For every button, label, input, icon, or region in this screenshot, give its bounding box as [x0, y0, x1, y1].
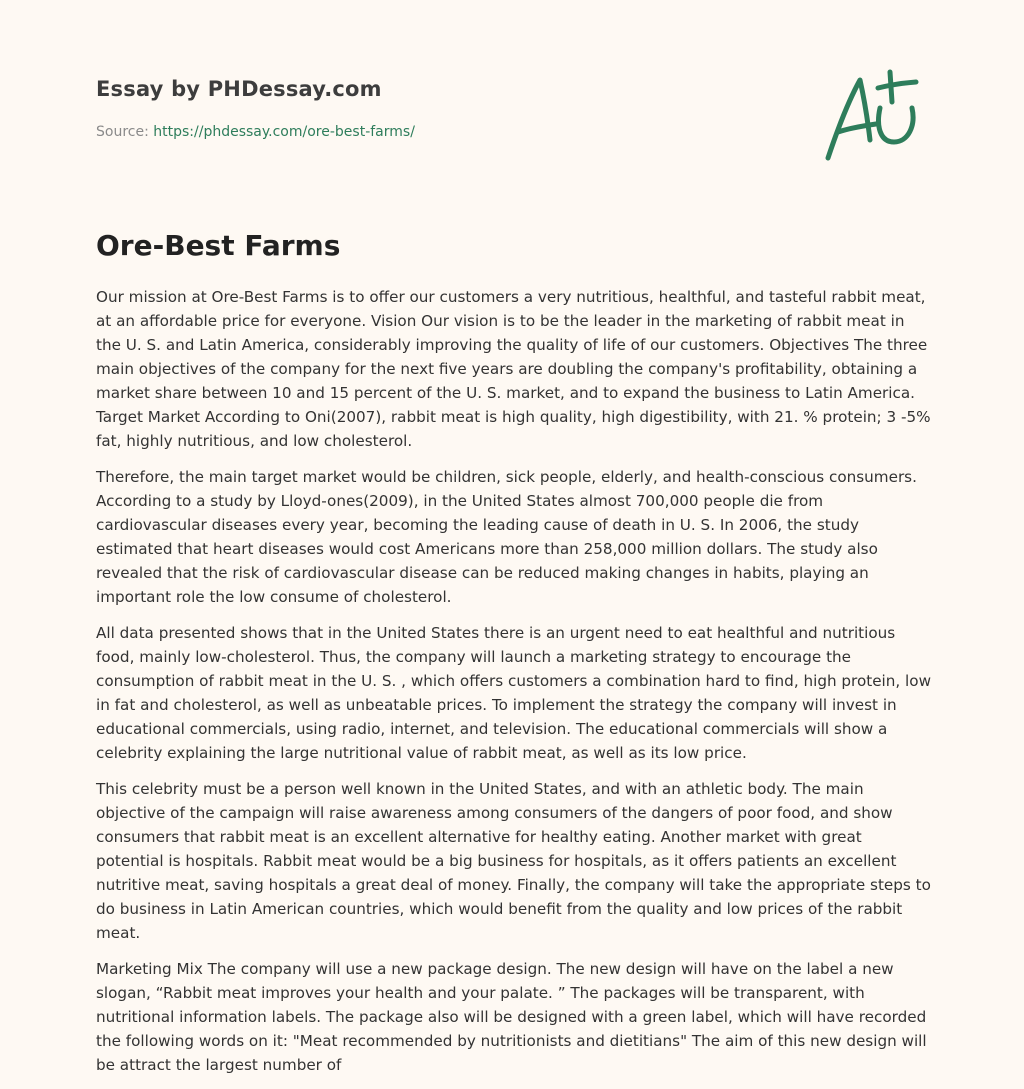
- source-label: Source:: [96, 124, 154, 140]
- essay-paragraph: Therefore, the main target market would be children, sick people, elderly, and health-conscious consumers. According to a study by Lloyd-ones(2009), in the United States almost 700,000 people die from cardiovascular diseases every year, becoming the leading cause of death in U. S. In 2006, the study estimated that heart diseases would cost Americans more than 258,000 million dollars. The study also revealed that the risk of cardiovascular disease can be reduced making changes in habits, playing an important role the low consume of cholesterol.: [96, 468, 917, 606]
- source-line: [96, 122, 796, 142]
- essay-body: [96, 285, 932, 1089]
- brand-title: Essay by PHDessay.com: [96, 77, 382, 101]
- a-plus-logo-icon: [820, 68, 930, 164]
- essay-paragraph: Our mission at Ore-Best Farms is to offer our customers a very nutritious, healthful, and tasteful rabbit meat, at an affordable price for everyone. Vision Our vision is to be the leader in the marketing of rabbit meat in the U. S. and Latin America, considerably improving the quality of life of our customers. Objectives The three main objectives of the company for the next five years are doubling the company's profitability, obtaining a market share between 10 and 15 percent of the U. S. market, and to expand the business to Latin America. Target Market According to Oni(2007), rabbit meat is high quality, high digestibility, with 21. % protein; 3 -5% fat, highly nutritious, and low cholesterol.: [96, 288, 931, 450]
- essay-paragraph: Marketing Mix The company will use a new package design. The new design will have on the label a new slogan, “Rabbit meat improves your health and your palate. ” The packages will be transparent, with nutritional information labels. The package also will be designed with a green label, which will have recorded the following words on it: "Meat recommended by nutritionists and dietitians" The aim of this new design will be attract the largest number of: [96, 960, 927, 1074]
- source-link[interactable]: https://phdessay.com/ore-best-farms/: [153, 124, 415, 140]
- essay-paragraph: This celebrity must be a person well known in the United States, and with an athletic body. The main objective of the campaign will raise awareness among consumers of the dangers of poor food, and show consumers that rabbit meat is an excellent alternative for healthy eating. Another market with great potential is hospitals. Rabbit meat would be a big business for hospitals, as it offers patients an excellent nutritive meat, saving hospitals a great deal of money. Finally, the company will take the appropriate steps to do business in Latin American countries, which would benefit from the quality and low prices of the rabbit meat.: [96, 780, 931, 942]
- essay-title: Ore-Best Farms: [96, 229, 341, 262]
- header: [96, 74, 796, 142]
- essay-paragraph: All data presented shows that in the United States there is an urgent need to eat healthful and nutritious food, mainly low-cholesterol. Thus, the company will launch a marketing strategy to encourage the consumption of rabbit meat in the U. S. , which offers customers a combination hard to find, high protein, low in fat and cholesterol, as well as unbeatable prices. To implement the strategy the company will invest in educational commercials, using radio, internet, and television. The educational commercials will show a celebrity explaining the large nutritional value of rabbit meat, as well as its low price.: [96, 624, 931, 762]
